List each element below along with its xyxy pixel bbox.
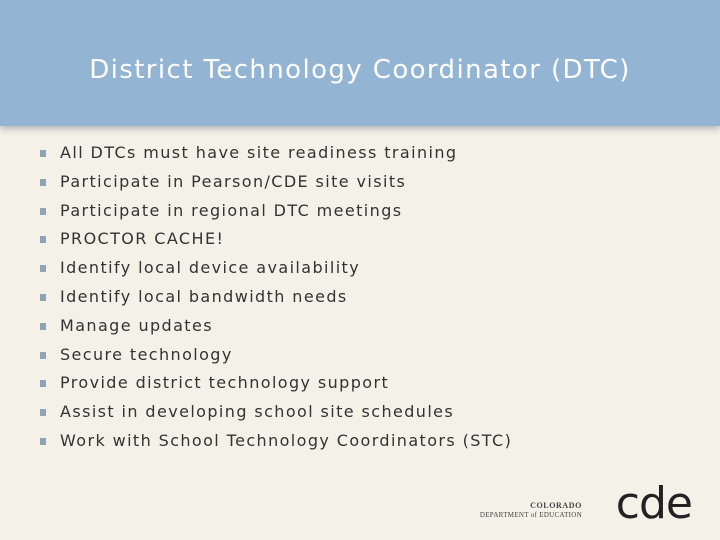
bullet-item [38,283,512,312]
bullet-text: Manage updates [60,315,213,335]
bullet-text: All DTCs must have site readiness training [60,143,458,162]
square-bullet-icon [40,208,46,215]
slide-title: District Technology Coordinator (DTC) [89,55,631,85]
bullet-text: Secure technology [60,344,233,364]
logo-state-text: COLORADO [530,501,582,510]
square-bullet-icon [40,179,46,186]
bullet-item [38,341,512,370]
bullet-text: Identify local bandwidth needs [60,286,348,306]
bullet-text: Participate in Pearson/CDE site visits [60,171,407,191]
bullet-item [38,369,512,398]
bullet-text: Work with School Technology Coordinators (STC) [60,430,513,450]
bullet-text: Identify local device availability [60,258,361,278]
bullet-text: PROCTOR CACHE! [60,229,225,249]
square-bullet-icon [40,236,46,243]
bullet-item [38,197,512,226]
bullet-item [38,398,512,427]
bullet-list [38,139,512,456]
square-bullet-icon [40,294,46,301]
bullet-text: Participate in regional DTC meetings [60,200,403,220]
logo-department-text: DEPARTMENT of EDUCATION [479,511,582,519]
bullet-item [38,427,512,456]
square-bullet-icon [40,150,46,157]
bullet-item [38,139,512,168]
bullet-item [38,312,512,341]
bullet-item [38,168,512,197]
bullet-item [38,225,512,254]
logo-mark: cde [615,478,692,529]
square-bullet-icon [40,352,46,359]
square-bullet-icon [40,438,46,445]
cde-logo [479,478,696,529]
title-bar [0,0,720,126]
square-bullet-icon [40,409,46,416]
bullet-text: Assist in developing school site schedules [60,402,455,422]
square-bullet-icon [40,323,46,330]
bullet-text: Provide district technology support [60,373,390,393]
square-bullet-icon [40,265,46,272]
square-bullet-icon [40,380,46,387]
bullet-item [38,254,512,283]
